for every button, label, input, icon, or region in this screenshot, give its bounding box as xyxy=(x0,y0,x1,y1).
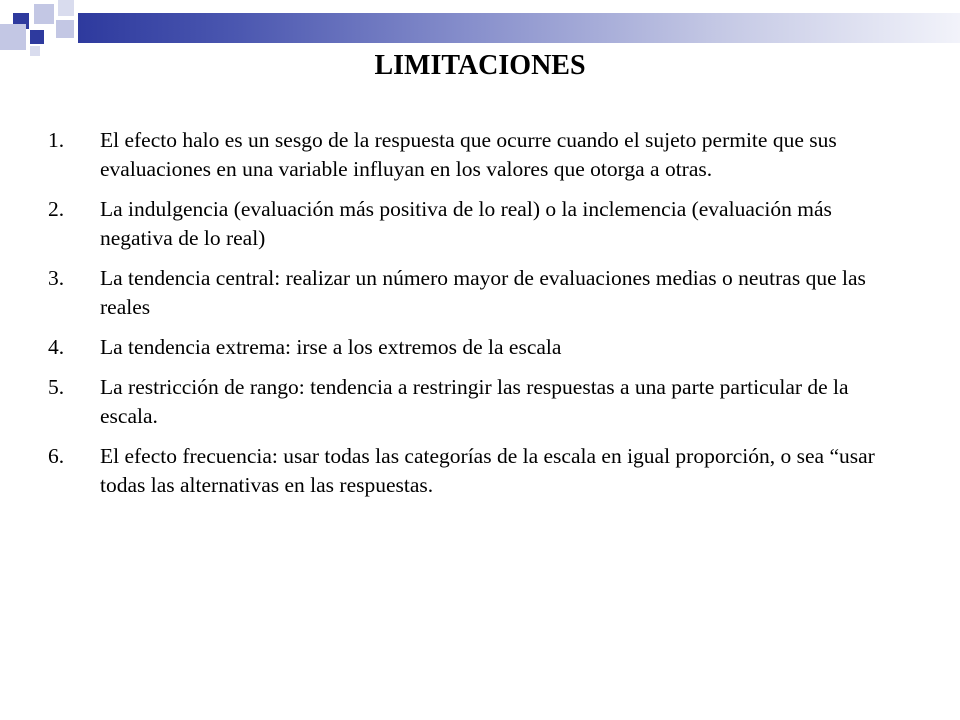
list-item xyxy=(48,126,908,184)
item-text: El efecto frecuencia: usar todas las categorías de la escala en igual proporción, o sea “usar todas las alternativas en las respuestas. xyxy=(100,444,875,497)
item-number: 3. xyxy=(48,266,65,290)
list-item xyxy=(48,264,908,322)
list-item xyxy=(48,333,908,362)
limitations-list xyxy=(48,126,908,511)
decor-square xyxy=(56,20,74,38)
item-number: 4. xyxy=(48,335,65,359)
decor-square xyxy=(30,30,44,44)
item-text: La restricción de rango: tendencia a restringir las respuestas a una parte particular de la escala. xyxy=(100,375,849,428)
list-item xyxy=(48,195,908,253)
item-number: 2. xyxy=(48,197,65,221)
item-text: La tendencia extrema: irse a los extremos de la escala xyxy=(100,335,562,359)
list-item xyxy=(48,442,908,500)
item-number: 5. xyxy=(48,375,65,399)
item-number: 6. xyxy=(48,444,65,468)
item-text: El efecto halo es un sesgo de la respuesta que ocurre cuando el sujeto permite que sus evaluaciones en una variable influyan en los valores que otorga a otras. xyxy=(100,128,837,181)
decor-square xyxy=(34,4,54,24)
item-text: La tendencia central: realizar un número mayor de evaluaciones medias o neutras que las reales xyxy=(100,266,866,319)
item-text: La indulgencia (evaluación más positiva de lo real) o la inclemencia (evaluación más negativa de lo real) xyxy=(100,197,832,250)
header-gradient-bar xyxy=(78,13,960,43)
item-number: 1. xyxy=(48,128,65,152)
decor-square xyxy=(58,0,74,16)
slide-title: LIMITACIONES xyxy=(374,50,586,81)
list-item xyxy=(48,373,908,431)
